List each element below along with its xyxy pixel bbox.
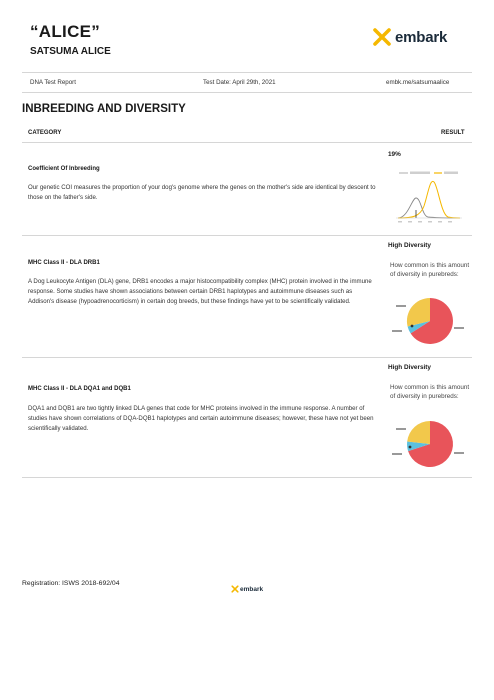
result-header: RESULT	[441, 130, 465, 136]
drb1-result: High Diversity	[388, 242, 431, 249]
header-divider	[22, 72, 472, 73]
coi-result: 19%	[388, 151, 401, 158]
test-date: Test Date: April 29th, 2021	[203, 79, 276, 86]
pie-marker	[411, 325, 414, 328]
pie-caption: How common is this amount of diversity in purebreds:	[390, 262, 470, 278]
x-tick	[438, 221, 442, 223]
drb1-diversity-pie	[392, 294, 464, 350]
dog-name: “ALICE”	[30, 22, 101, 41]
logo-wordmark: embark	[395, 28, 448, 46]
x-tick	[428, 221, 432, 223]
row-title: MHC Class II - DLA DQA1 and DQB1	[28, 386, 131, 392]
x-tick	[408, 221, 412, 223]
pie-slice-low	[407, 421, 430, 444]
row-title: Coefficient Of Inbreeding	[28, 166, 100, 172]
category-header: CATEGORY	[28, 130, 62, 136]
population-curve	[398, 198, 460, 218]
coi-distribution-chart	[396, 168, 462, 224]
dqa1-dqb1-diversity-pie	[392, 417, 464, 473]
x-tick	[418, 221, 422, 223]
row-description: A Dog Leukocyte Antigen (DLA) gene, DRB1 encodes a major histocompatibility complex (MHC) protein involved in the immune response. Some studies have shown associations between certain DRB1 haplotypes and autoimmune diseases such as Addison's disease (hypoadrenocorticism) in certain dog breeds, but these findings have yet to be scientifically validated.	[28, 278, 372, 305]
legend-label	[410, 172, 430, 175]
x-tick	[398, 221, 402, 223]
pie-label	[396, 305, 406, 307]
report-type: DNA Test Report	[30, 79, 76, 86]
section-title: INBREEDING AND DIVERSITY	[22, 103, 186, 115]
row-title: MHC Class II - DLA DRB1	[28, 260, 100, 266]
embark-x-icon	[231, 580, 239, 598]
pie-label	[454, 452, 464, 454]
pie-label	[454, 327, 464, 329]
embark-logo[interactable]	[372, 27, 447, 47]
registration-number: Registration: ISWS 2018-692/04	[22, 580, 120, 587]
profile-url[interactable]: embk.me/satsumaalice	[386, 79, 450, 86]
breed-curve	[398, 181, 460, 218]
legend-label	[444, 172, 458, 175]
embark-x-icon	[372, 27, 392, 47]
x-tick	[448, 221, 452, 223]
pie-label	[396, 428, 406, 430]
pie-caption: How common is this amount of diversity in purebreds:	[390, 384, 470, 400]
pie-label	[392, 453, 402, 455]
meta-divider	[22, 92, 472, 93]
owner-name: SATSUMA ALICE	[30, 46, 111, 57]
footer-logo-wordmark: embark	[240, 585, 264, 593]
dqa1-dqb1-result: High Diversity	[388, 364, 431, 371]
pie-label	[392, 330, 402, 332]
row-divider	[22, 477, 472, 478]
footer-logo	[231, 580, 263, 598]
pie-marker	[409, 446, 412, 449]
row-description: Our genetic COI measures the proportion of your dog's genome where the genes on the mother's side are identical by descent to those on the father's side.	[28, 184, 376, 201]
row-description: DQA1 and DQB1 are two tightly linked DLA genes that code for MHC proteins involved in the immune response. A number of studies have shown correlations of DQA-DQB1 haplotypes and certain autoimmune diseases; however, these have not yet been scientifically validated.	[28, 405, 374, 432]
